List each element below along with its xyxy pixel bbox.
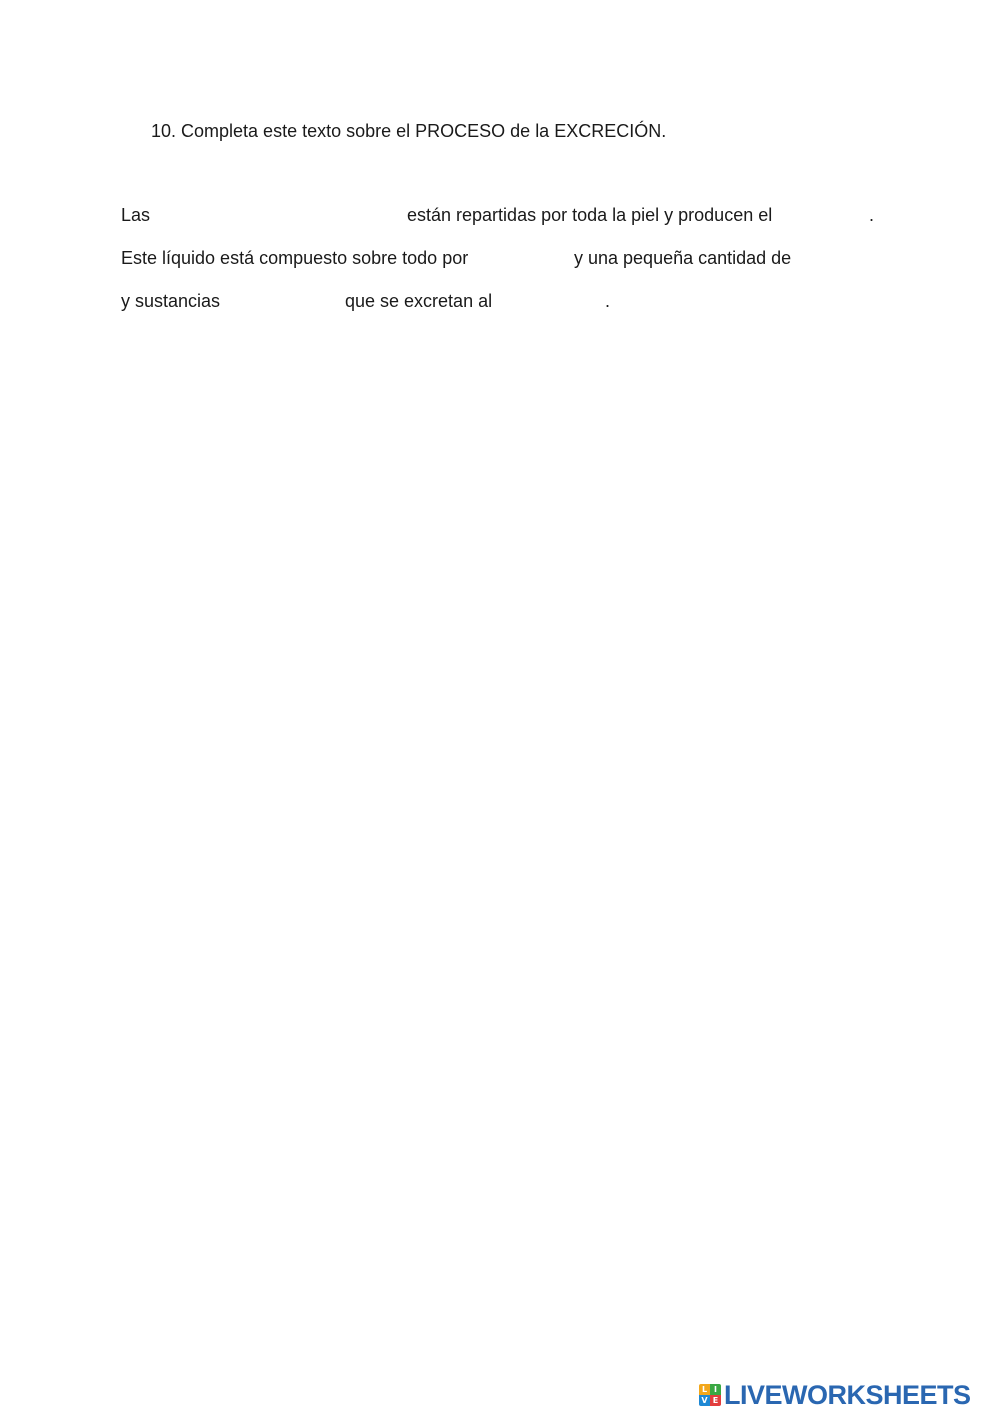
text-segment: . xyxy=(869,205,875,225)
text-segment: que se excretan al xyxy=(345,291,493,311)
answer-blank-5[interactable] xyxy=(231,287,343,315)
text-line-2 xyxy=(121,248,901,272)
answer-blank-6[interactable] xyxy=(499,287,603,315)
text-segment: Este líquido está compuesto sobre todo por xyxy=(121,248,469,268)
text-line-1 xyxy=(121,205,901,229)
answer-blank-4[interactable] xyxy=(801,244,897,272)
liveworksheets-logo xyxy=(699,1381,971,1409)
liveworksheets-logo-icon xyxy=(699,1384,721,1406)
logo-letter-e: E xyxy=(710,1395,721,1406)
logo-wordmark: LIVEWORKSHEETS xyxy=(724,1379,971,1410)
answer-blank-2[interactable] xyxy=(785,201,869,229)
text-segment: Las xyxy=(121,205,151,225)
logo-letter-i: I xyxy=(710,1384,721,1395)
text-line-3 xyxy=(121,291,901,315)
text-segment: están repartidas por toda la piel y producen el xyxy=(407,205,773,225)
text-segment: y una pequeña cantidad de xyxy=(574,248,792,268)
logo-letter-l: L xyxy=(699,1384,710,1395)
exercise-heading: 10. Completa este texto sobre el PROCESO de la EXCRECIÓN. xyxy=(151,121,667,141)
logo-letter-v: V xyxy=(699,1395,710,1406)
answer-blank-3[interactable] xyxy=(481,244,571,272)
text-segment: y sustancias xyxy=(121,291,221,311)
answer-blank-1[interactable] xyxy=(157,201,401,229)
text-segment: . xyxy=(605,291,611,311)
